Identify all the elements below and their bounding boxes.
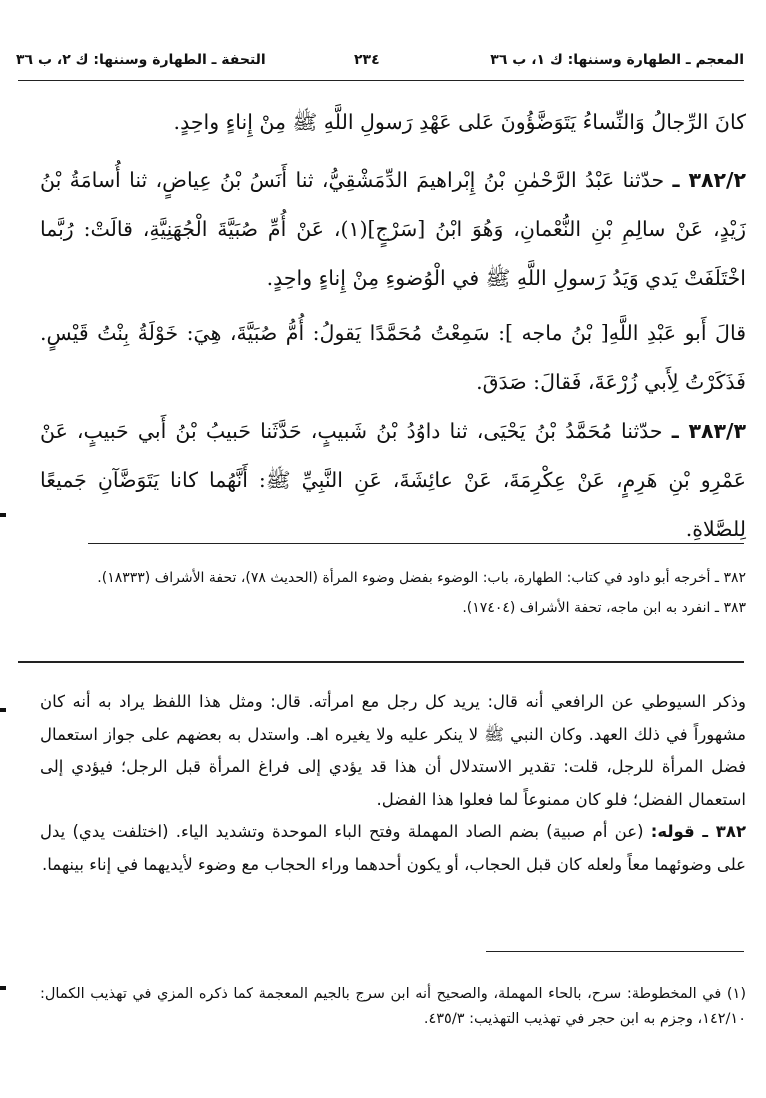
ibn-majah-note: قالَ أَبو عَبْدِ اللَّهِ[ بْنُ ماجه ]: سَمِعْتُ مُحَمَّدًا يَقولُ: أُمُّ صُبَيَّةَ، هِيَ: خَوْلَةُ بِنْتُ قَيْسٍ. فَذَكَرْتُ لِأَبي زُرْعَةَ، فَقالَ: صَدَقَ. bbox=[40, 321, 746, 394]
header-right: المعجم ـ الطهارة وسننها: ك ١، ب ٣٦ bbox=[490, 52, 744, 68]
footnote-rule bbox=[486, 951, 744, 952]
commentary-rule bbox=[18, 661, 744, 663]
scan-edge-mark bbox=[0, 513, 6, 517]
takhrij-382: ٣٨٢ ـ أخرجه أبو داود في كتاب: الطهارة، باب: الوضوء بفضل وضوء المرأة (الحديث ٧٨)، تحفة الأشراف (١٨٣٣٣). bbox=[97, 570, 746, 586]
scan-edge-mark bbox=[0, 986, 6, 990]
hadith-text bbox=[40, 98, 746, 554]
running-header bbox=[16, 50, 744, 74]
hadith-381-tail: كانَ الرِّجالُ وَالنِّساءُ يَتَوَضَّؤُونَ عَلى عَهْدِ رَسولِ اللَّهِ ﷺ مِنْ إِناءٍ واحِدٍ. bbox=[173, 110, 746, 134]
commentary-section bbox=[40, 686, 746, 881]
header-left: التحفة ـ الطهارة وسننها: ك ٢، ب ٣٦ bbox=[16, 52, 266, 68]
hadith-383 bbox=[40, 407, 746, 554]
header-rule bbox=[18, 80, 744, 81]
commentary-382-label: ٣٨٢ ـ قوله: bbox=[650, 822, 747, 841]
hadith-383-number: ٣٨٣/٣ ـ bbox=[671, 419, 746, 443]
takhrij-section bbox=[40, 566, 746, 620]
hadith-383-text: حدّثنا مُحَمَّدُ بْنُ يَحْيَى، ثنا داوُدُ بْنُ شَبيبٍ، حَدَّثَنا حَبيبُ بْنُ أَبي حَبيبٍ، عَنْ عَمْرِو بْنِ هَرِمٍ، عَنْ عِكْرِمَةَ، عَنْ عائِشَةَ، عَنِ النَّبِيِّ ﷺ: أَنَّهُما كانا يَتَوَضَّآنِ جَميعًا لِلصَّلاةِ. bbox=[40, 419, 746, 541]
page-number: ٢٣٤ bbox=[354, 52, 380, 68]
footnote-section bbox=[40, 982, 746, 1032]
takhrij-383: ٣٨٣ ـ انفرد به ابن ماجه، تحفة الأشراف (١٧٤٠٤). bbox=[462, 600, 746, 616]
hadith-382 bbox=[40, 156, 746, 303]
scan-edge-mark bbox=[0, 708, 6, 712]
takhrij-rule bbox=[88, 543, 744, 544]
hadith-382-text: حدّثنا عَبْدُ الرَّحْمٰنِ بْنُ إِبْراهيمَ الدِّمَشْقِيُّ، ثنا أَنَسُ بْنُ عِياضٍ، ثنا أُسامَةُ بْنُ زَيْدٍ، عَنْ سالِمِ بْنِ النُّعْمانِ، وَهُوَ ابْنُ [سَرْجٍ](١)، عَنْ أُمِّ صُبَيَّةَ الْجُهَنِيَّةِ، قالَتْ: رُبَّما اخْتَلَفَتْ يَدي وَيَدُ رَسولِ اللَّهِ ﷺ في الْوُضوءِ مِنْ إِناءٍ واحِدٍ. bbox=[40, 168, 746, 290]
footnote-1: (١) في المخطوطة: سرح، بالحاء المهملة، والصحيح أنه ابن سرج بالجيم المعجمة كما ذكره المزي في تهذيب الكمال: ١٤٢/١٠، وجزم به ابن حجر في تهذيب التهذيب: ٤٣٥/٣. bbox=[40, 986, 746, 1027]
hadith-382-number: ٣٨٢/٢ ـ bbox=[672, 168, 746, 192]
commentary-paragraph: وذكر السيوطي عن الرافعي أنه قال: يريد كل رجل مع امرأته. قال: ومثل هذا اللفظ يراد به أنه كان مشهوراً في ذلك العهد. وكان النبي ﷺ لا ينكر عليه ولا يغيره اهـ. واستدل به بعضهم على جواز استعمال فضل المرأة للرجل، قلت: تقدير الاستدلال أن هذا قد يؤدي إلى فراغ المرأة قبل الرجل؛ فيؤدي إلى استعمال الفضل؛ فلو كان ممنوعاً لما فعلوا هذا الفضل. bbox=[40, 692, 746, 809]
commentary-382-text: (عن أم صبية) بضم الصاد المهملة وفتح الباء الموحدة وتشديد الياء. (اختلفت يدي) يدل على وضوئهما معاً ولعله كان قبل الحجاب، أو يكون أحدهما وراء الحجاب مع وضوء لأيديهما في إناء بينهما. bbox=[40, 822, 746, 874]
commentary-382 bbox=[40, 816, 746, 881]
